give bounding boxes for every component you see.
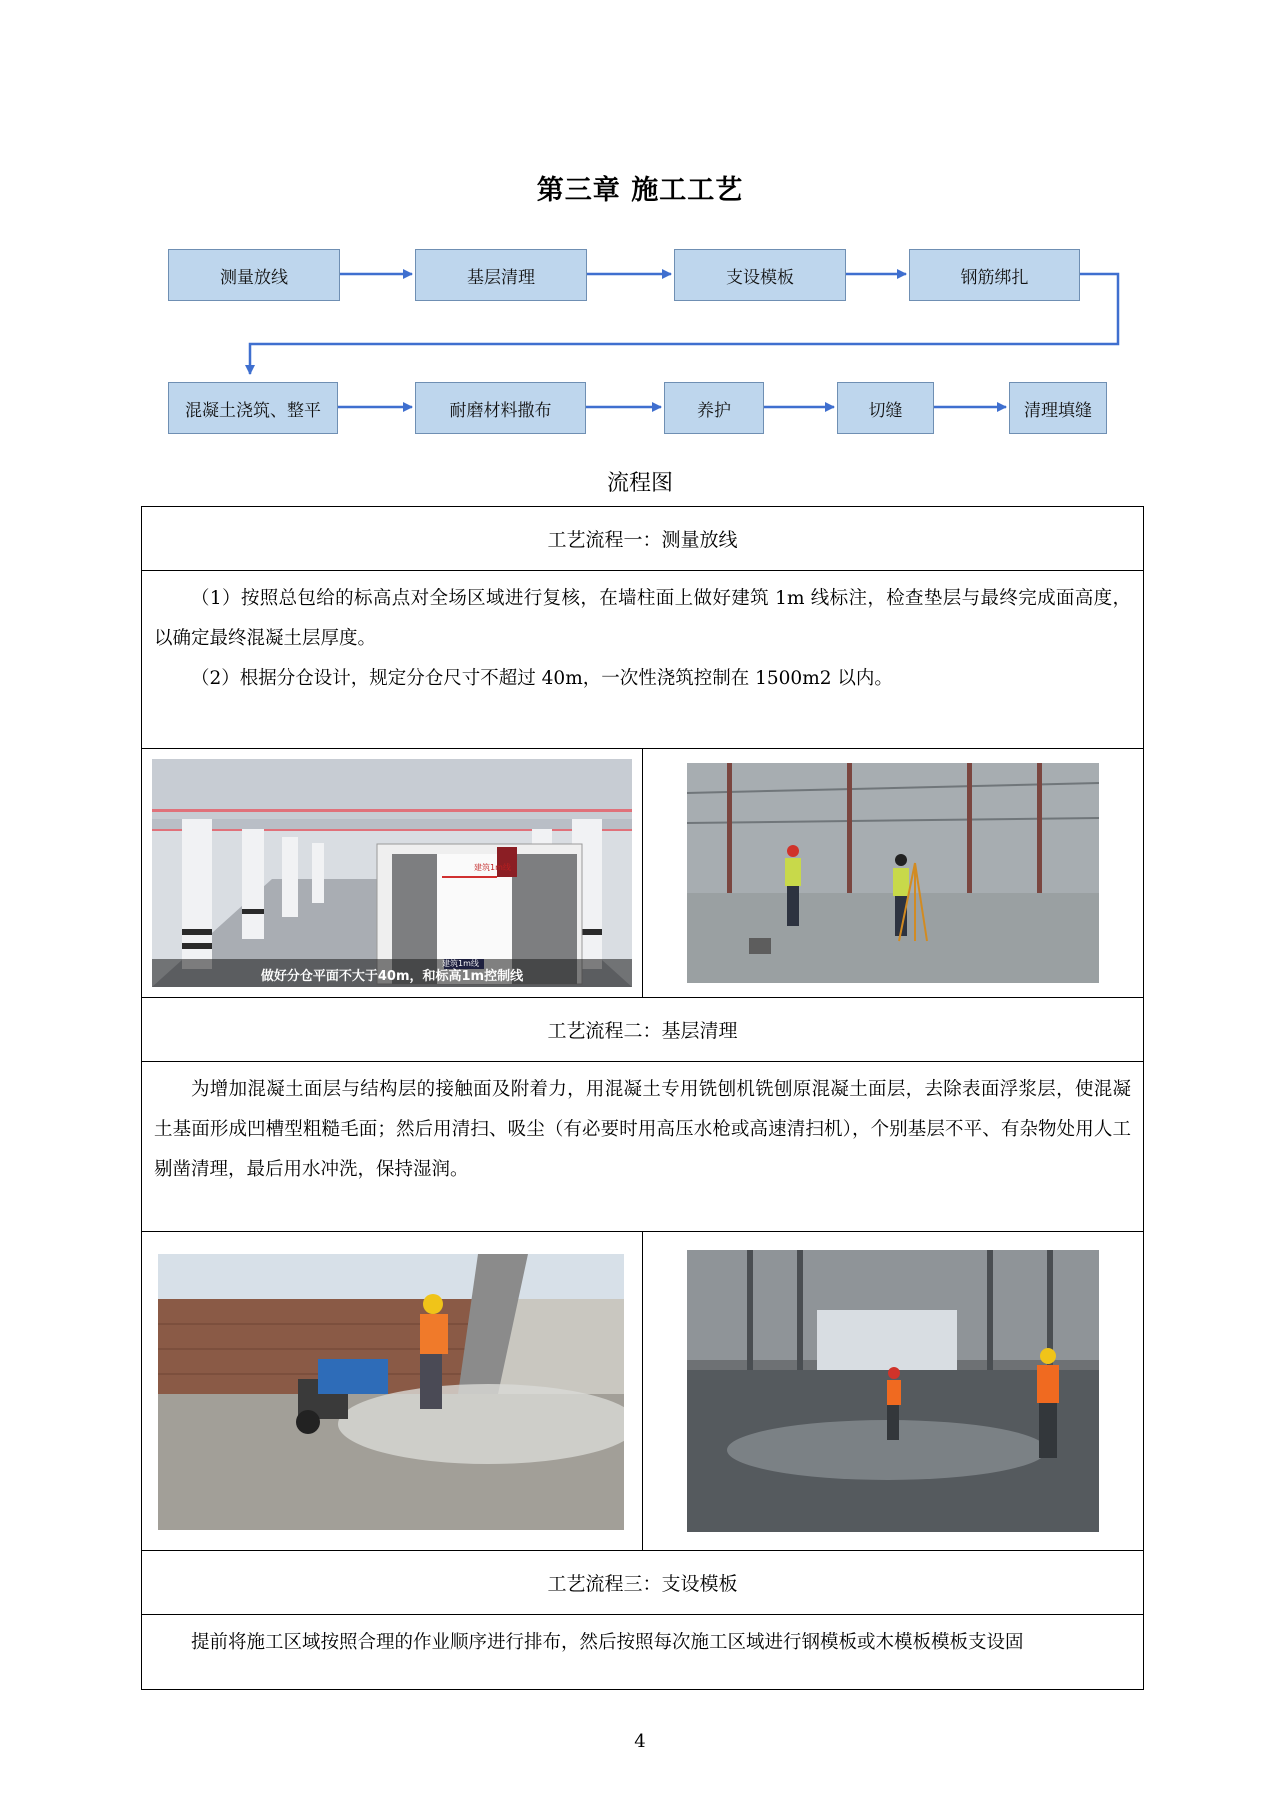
photo-caption-overlay: 做好分仓平面不大于40m，和标高1m控制线 [260, 969, 524, 984]
step3-paragraph-1: 提前将施工区域按照合理的作业顺序进行排布，然后按照每次施工区域进行钢模板或木模板模板支设固 [191, 1632, 1024, 1653]
page-number: 4 [634, 1731, 646, 1752]
flow-step-formwork: 支设模板 [674, 249, 846, 301]
step3-header: 工艺流程三：支设模板 [142, 1551, 1144, 1615]
flow-step-joint-filling: 清理填缝 [1009, 382, 1107, 434]
flow-step-joint-cutting: 切缝 [837, 382, 934, 434]
flowchart-caption: 流程图 [606, 471, 673, 496]
photo-tag-1m-line: 建筑1m线 [474, 863, 511, 872]
washing-base-layer-photo [687, 1250, 1099, 1532]
flow-step-curing: 养护 [664, 382, 764, 434]
concrete-milling-photo [158, 1254, 624, 1530]
step2-header: 工艺流程二：基层清理 [142, 998, 1144, 1062]
process-table [141, 506, 1144, 1690]
parking-garage-render-photo [152, 759, 632, 987]
flow-step-pouring: 混凝土浇筑、整平 [168, 382, 338, 434]
surveying-workers-photo [687, 763, 1099, 983]
flow-step-rebar: 钢筋绑扎 [909, 249, 1080, 301]
flow-step-base-cleaning: 基层清理 [415, 249, 587, 301]
step2-paragraph-1: 为增加混凝土面层与结构层的接触面及附着力，用混凝土专用铣刨机铣刨原混凝土面层，去除表面浮浆层，使混凝土基面形成凹槽型粗糙毛面；然后用清扫、吸尘（有必要时用高压水枪或高速清扫机），个别基层不平、有杂物处用人工剔凿清理，最后用水冲洗，保持湿润。 [154, 1079, 1132, 1180]
step3-description [142, 1615, 1144, 1690]
flow-step-survey: 测量放线 [168, 249, 340, 301]
step1-header: 工艺流程一：测量放线 [142, 507, 1144, 571]
flow-step-hardener: 耐磨材料撒布 [415, 382, 586, 434]
step2-photo-right-cell [643, 1232, 1144, 1551]
step1-photo-left-cell [142, 749, 643, 998]
step1-paragraph-2: （2）根据分仓设计，规定分仓尺寸不超过 40m，一次性浇筑控制在 1500m2 以内。 [191, 668, 893, 689]
step2-photo-left-cell [142, 1232, 643, 1551]
step2-description [142, 1062, 1144, 1232]
step1-paragraph-1: （1）按照总包给的标高点对全场区域进行复核，在墙柱面上做好建筑 1m 线标注，检查垫层与最终完成面高度，以确定最终混凝土层厚度。 [154, 588, 1132, 649]
chapter-title: 第三章 施工工艺 [536, 175, 744, 206]
photo-sign-1m-line: 建筑1m线 [442, 959, 479, 968]
step1-description [142, 571, 1144, 749]
step1-photo-right-cell [643, 749, 1144, 998]
